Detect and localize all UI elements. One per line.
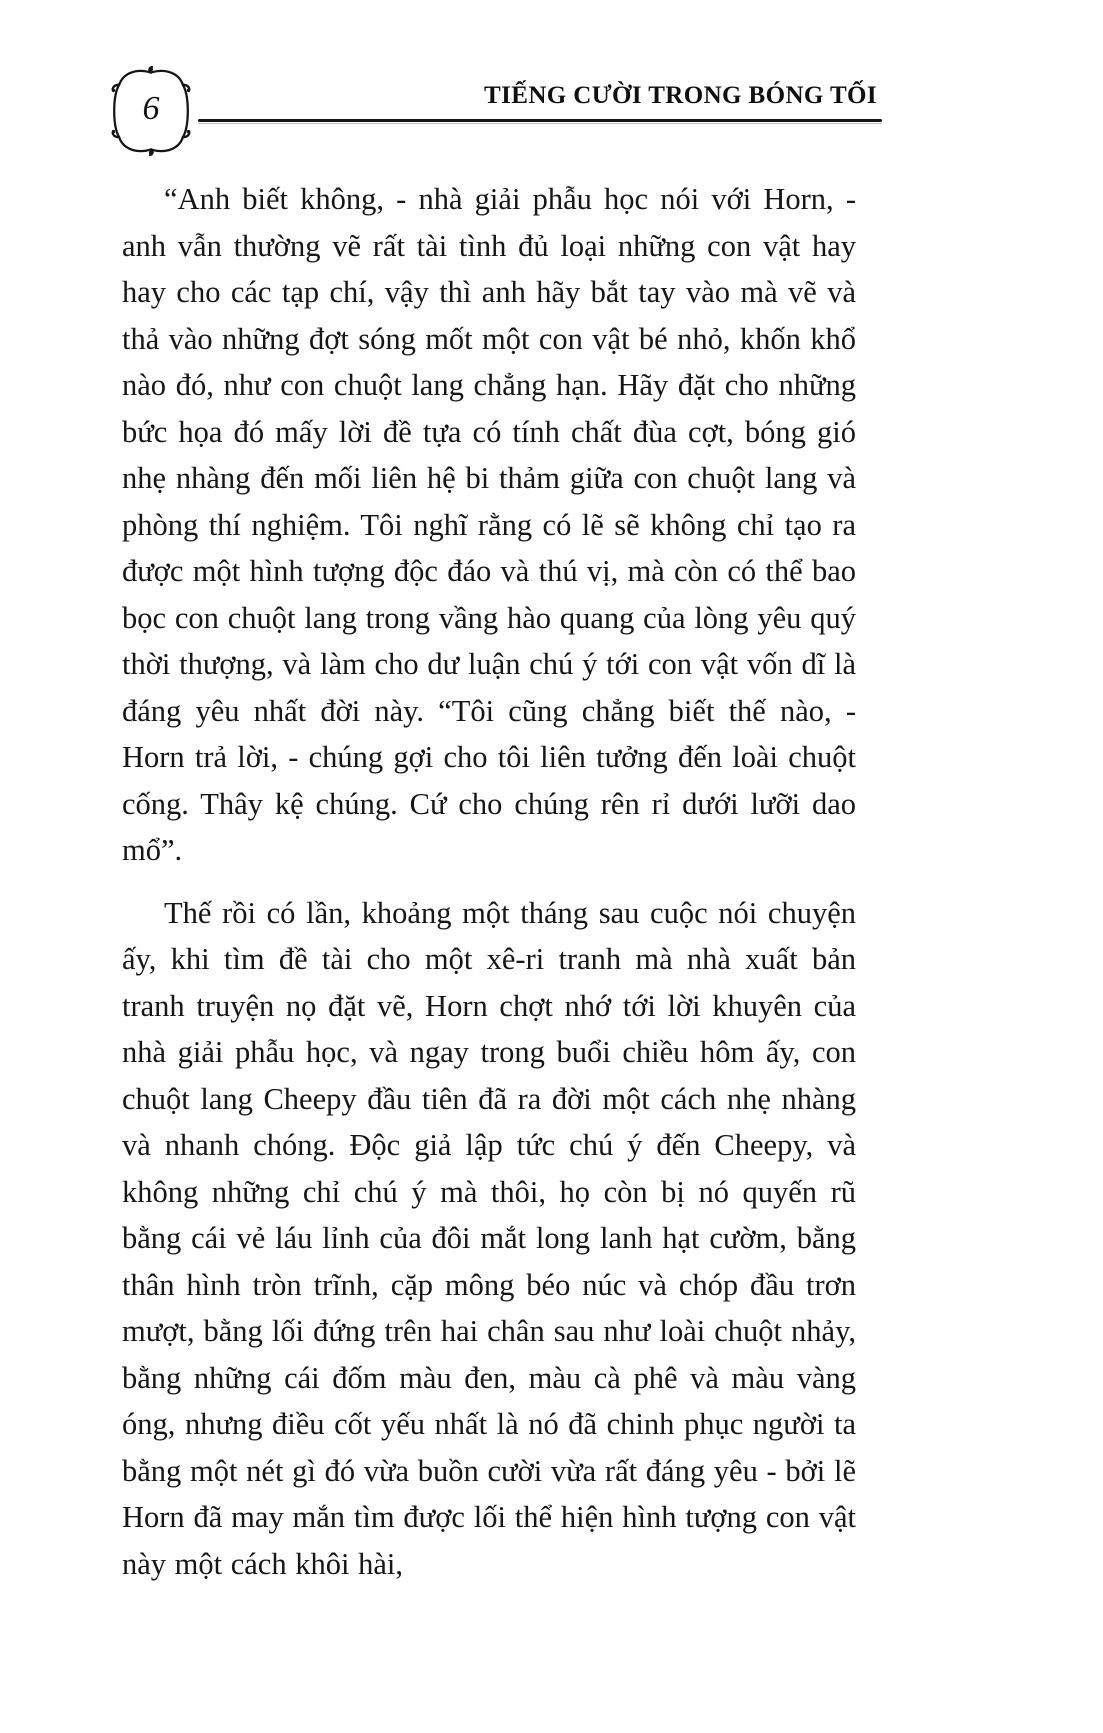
paragraph: “Anh biết không, - nhà giải phẫu học nói với Horn, - anh vẫn thường vẽ rất tài tình đủ loại những con vật hay hay cho các tạp chí, vậy thì anh hãy bắt tay vào mà vẽ và thả vào những đợt sóng mốt một con vật bé nhỏ, khốn khổ nào đó, như con chuột lang chẳng hạn. Hãy đặt cho những bức họa đó mấy lời đề tựa có tính chất đùa cợt, bóng gió nhẹ nhàng đến mối liên hệ bi thảm giữa con chuột lang và phòng thí nghiệm. Tôi nghĩ rằng có lẽ sẽ không chỉ tạo ra được một hình tượng độc đáo và thú vị, mà còn có thể bao bọc con chuột lang trong vầng hào quang của lòng yêu quý thời thượng, và làm cho dư luận chú ý tới con vật vốn dĩ là đáng yêu nhất đời này. “Tôi cũng chẳng biết thế nào, - Horn trả lời, - chúng gợi cho tôi liên tưởng đến loài chuột cống. Thây kệ chúng. Cứ cho chúng rên rỉ dưới lưỡi dao mổ”. [122, 182, 856, 867]
body-text [122, 176, 856, 1603]
paragraph: Thế rồi có lần, khoảng một tháng sau cuộc nói chuyện ấy, khi tìm đề tài cho một xê-ri tranh mà nhà xuất bản tranh truyện nọ đặt vẽ, Horn chợt nhớ tới lời khuyên của nhà giải phẫu học, và ngay trong buổi chiều hôm ấy, con chuột lang Cheepy đầu tiên đã ra đời một cách nhẹ nhàng và nhanh chóng. Độc giả lập tức chú ý đến Cheepy, và không những chỉ chú ý mà thôi, họ còn bị nó quyến rũ bằng cái vẻ láu lỉnh của đôi mắt long lanh hạt cườm, bằng thân hình tròn trĩnh, cặp mông béo núc và chóp đầu trơn mượt, bằng lối đứng trên hai chân sau như loài chuột nhảy, bằng những cái đốm màu đen, màu cà phê và màu vàng óng, nhưng điều cốt yếu nhất là nó đã chinh phục người ta bằng một nét gì đó vừa buồn cười vừa rất đáng yêu - bởi lẽ Horn đã may mắn tìm được lối thể hiện hình tượng con vật này một cách khôi hài, [122, 895, 856, 1581]
page-number: 6 [142, 90, 160, 127]
page-number-ornament [104, 66, 198, 156]
header-rule [198, 119, 882, 122]
running-head-title: TIẾNG CƯỜI TRONG BÓNG TỐI [484, 82, 877, 109]
